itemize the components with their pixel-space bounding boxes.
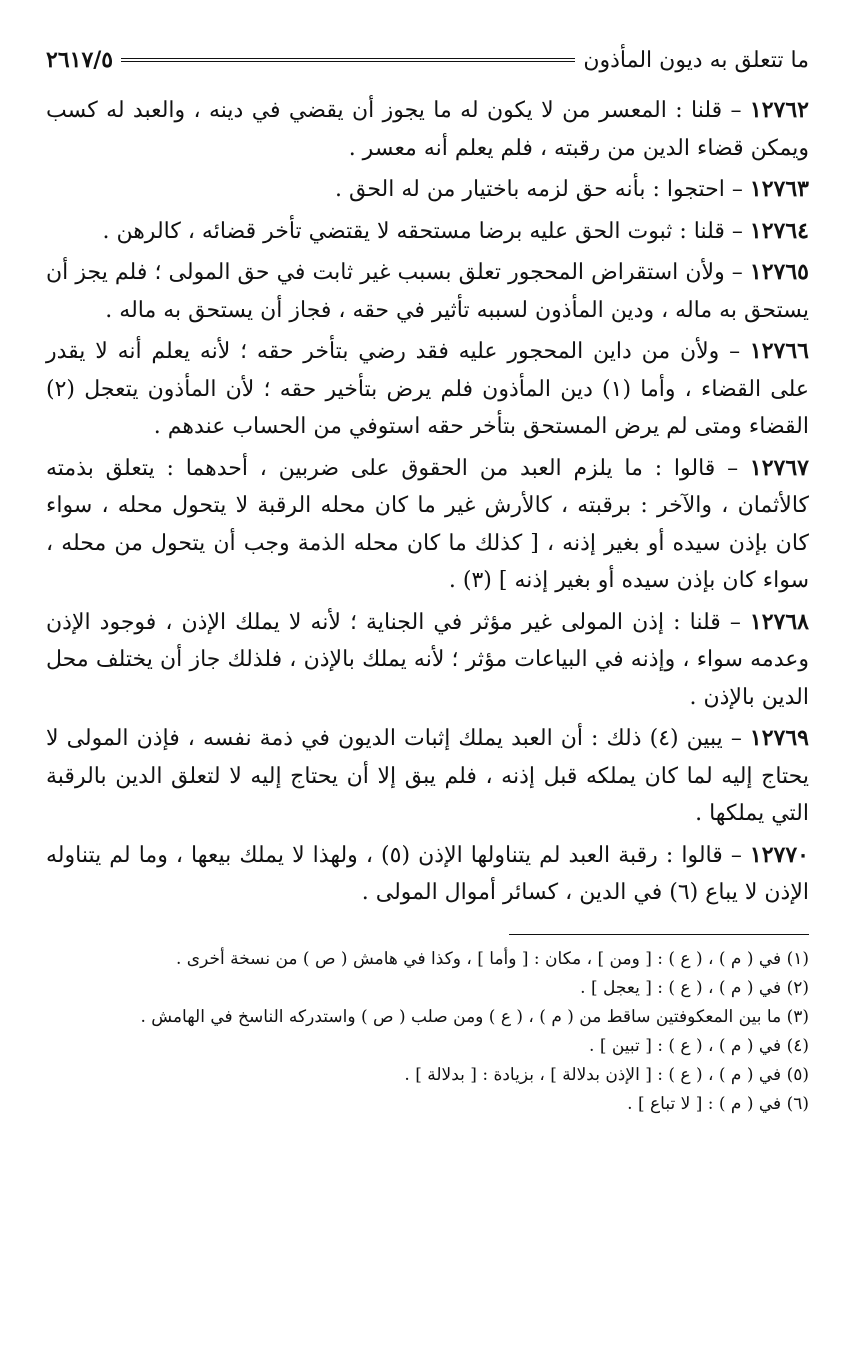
paragraph: ١٢٧٦٤ – قلنا : ثبوت الحق عليه برضا مستحقه لا يقتضي تأخر قضائه ، كالرهن . [102, 217, 809, 244]
footnotes [46, 945, 809, 1119]
paragraph: ١٢٧٦٨ – قلنا : إذن المولى غير مؤثر في الجناية ؛ لأنه لا يملك الإذن ، فوجود الإذن وعدمه سواء ، وإذنه في البياعات مؤثر ؛ لأنه يملك بالإذن ، فلذلك جاز أن يختلف محل الدين بالإذن . [46, 608, 809, 710]
paragraph-text: قالوا : رقبة العبد لم يتناولها الإذن (٥) ، ولهذا لا يملك بيعها ، وما لم يتناوله الإذن لا يباع (٦) في الدين ، كسائر أموال المولى . [46, 842, 809, 905]
paragraph-number: ١٢٧٦٣ [749, 176, 809, 202]
paragraph: ١٢٧٦٦ – ولأن من داين المحجور عليه فقد رضي بتأخر حقه ؛ لأنه يعلم أنه لا يقدر على القضاء ، وأما (١) دين المأذون فلم يرض بتأخير حقه ؛ لأن المأذون يتعجل (٢) القضاء ومتى لم يرض المستحق بتأخر حقه استوفي من الحساب عندهم . [46, 338, 809, 439]
paragraph-text: يبين (٤) ذلك : أن العبد يملك إثبات الديون في ذمة نفسه ، فإذن المولى لا يحتاج إليه لما كان يملكه قبل إذنه ، فلم يبق إلا أن يحتاج إليه لا لتعلق الدين بالرقبة التي يملكها . [46, 726, 809, 826]
running-header [46, 38, 809, 82]
footnote: (٤) في ( م ) ، ( ع ) : [ تبين ] . [589, 1035, 809, 1056]
page-number: ٢٦١٧/٥ [46, 47, 114, 73]
paragraph-number: ١٢٧٦٧ [749, 454, 809, 481]
paragraph: ١٢٧٦٣ – احتجوا : بأنه حق لزمه باختيار من له الحق . [334, 176, 809, 202]
paragraph-text: قلنا : إذن المولى غير مؤثر في الجناية ؛ لأنه لا يملك الإذن ، فوجود الإذن وعدمه سواء ، وإذنه في البياعات مؤثر ؛ لأنه يملك بالإذن ، فلذلك جاز أن يختلف محل الدين بالإذن . [46, 609, 809, 710]
paragraph: ١٢٧٦٢ – قلنا : المعسر من لا يكون له ما يجوز أن يقضي في دينه ، والعبد له كسب ويمكن قضاء الدين من رقبته ، فلم يعلم أنه معسر . [46, 97, 809, 161]
paragraph-text: ولأن استقراض المحجور تعلق بسبب غير ثابت في حق المولى ؛ فلم يجز أن يستحق به ماله ، ودين المأذون لسببه تأثير في حقه ، فجاز أن يستحق به ماله . [46, 260, 809, 323]
footnote-divider [509, 934, 809, 935]
paragraph-text: قلنا : ثبوت الحق عليه برضا مستحقه لا يقتضي تأخر قضائه ، كالرهن . [102, 218, 725, 244]
paragraph-text: ولأن من داين المحجور عليه فقد رضي بتأخر حقه ؛ لأنه يعلم أنه لا يقدر على القضاء ، وأما (١) دين المأذون فلم يرض بتأخير حقه ؛ لأن المأذون يتعجل (٢) القضاء ومتى لم يرض المستحق بتأخر حقه استوفي من الحساب عندهم . [46, 339, 809, 439]
paragraph: ١٢٧٦٧ – قالوا : ما يلزم العبد من الحقوق على ضربين ، أحدهما : يتعلق بذمته كالأثمان ، والآخر : برقبته ، كالأرش غير ما كان محله الرقبة لا يتحول محله ، سواء كان بإذن سيده أو بغير إذنه ، [ كذلك ما كان محله الذمة وجب أن يتحول من محله ، سواء كان بإذن سيده أو بغير إذنه ] (٣) . [46, 454, 809, 593]
body-text [46, 92, 809, 912]
paragraph-text: احتجوا : بأنه حق لزمه باختيار من له الحق . [334, 177, 725, 202]
paragraph-number: ١٢٧٦٤ [749, 217, 809, 244]
paragraph-number: ١٢٧٧٠ [749, 841, 809, 868]
paragraph-number: ١٢٧٦٨ [749, 608, 809, 635]
footnote: (٥) في ( م ) ، ( ع ) : [ الإذن بدلالة ] ، بزيادة : [ بدلالة ] . [404, 1064, 809, 1085]
paragraph: ١٢٧٧٠ – قالوا : رقبة العبد لم يتناولها الإذن (٥) ، ولهذا لا يملك بيعها ، وما لم يتناوله الإذن لا يباع (٦) في الدين ، كسائر أموال المولى . [46, 841, 809, 905]
paragraph-text: قالوا : ما يلزم العبد من الحقوق على ضربين ، أحدهما : يتعلق بذمته كالأثمان ، والآخر : برقبته ، كالأرش غير ما كان محله الرقبة لا يتحول محله ، سواء كان بإذن سيده أو بغير إذنه ، [ كذلك ما كان محله الذمة وجب أن يتحول من محله ، سواء كان بإذن سيده أو بغير إذنه ] (٣) . [46, 455, 809, 593]
running-header-title: ما تتعلق به ديون المأذون [583, 47, 809, 73]
paragraph: ١٢٧٦٩ – يبين (٤) ذلك : أن العبد يملك إثبات الديون في ذمة نفسه ، فإذن المولى لا يحتاج إليه لما كان يملكه قبل إذنه ، فلم يبق إلا أن يحتاج إليه لا لتعلق الدين بالرقبة التي يملكها . [46, 725, 809, 826]
footnote: (٣) ما بين المعكوفتين ساقط من ( م ) ، ( ع ) ومن صلب ( ص ) واستدركه الناسخ في الهامش . [140, 1006, 809, 1027]
footnote: (١) في ( م ) ، ( ع ) : [ ومن ] ، مكان : [ وأما ] ، وكذا في هامش ( ص ) من نسخة أخرى . [175, 948, 809, 969]
paragraph-number: ١٢٧٦٦ [749, 338, 809, 364]
footnote: (٢) في ( م ) ، ( ع ) : [ يعجل ] . [580, 977, 809, 998]
paragraph-text: قلنا : المعسر من لا يكون له ما يجوز أن يقضي في دينه ، والعبد له كسب ويمكن قضاء الدين من رقبته ، فلم يعلم أنه معسر . [46, 98, 809, 161]
footnote: (٦) في ( م ) : [ لا تباع ] . [627, 1093, 809, 1114]
paragraph-number: ١٢٧٦٢ [749, 97, 809, 123]
header-rule [121, 58, 575, 62]
paragraph: ١٢٧٦٥ – ولأن استقراض المحجور تعلق بسبب غير ثابت في حق المولى ؛ فلم يجز أن يستحق به ماله ، ودين المأذون لسببه تأثير في حقه ، فجاز أن يستحق به ماله . [46, 259, 809, 323]
paragraph-number: ١٢٧٦٩ [749, 725, 809, 751]
paragraph-number: ١٢٧٦٥ [749, 259, 809, 285]
